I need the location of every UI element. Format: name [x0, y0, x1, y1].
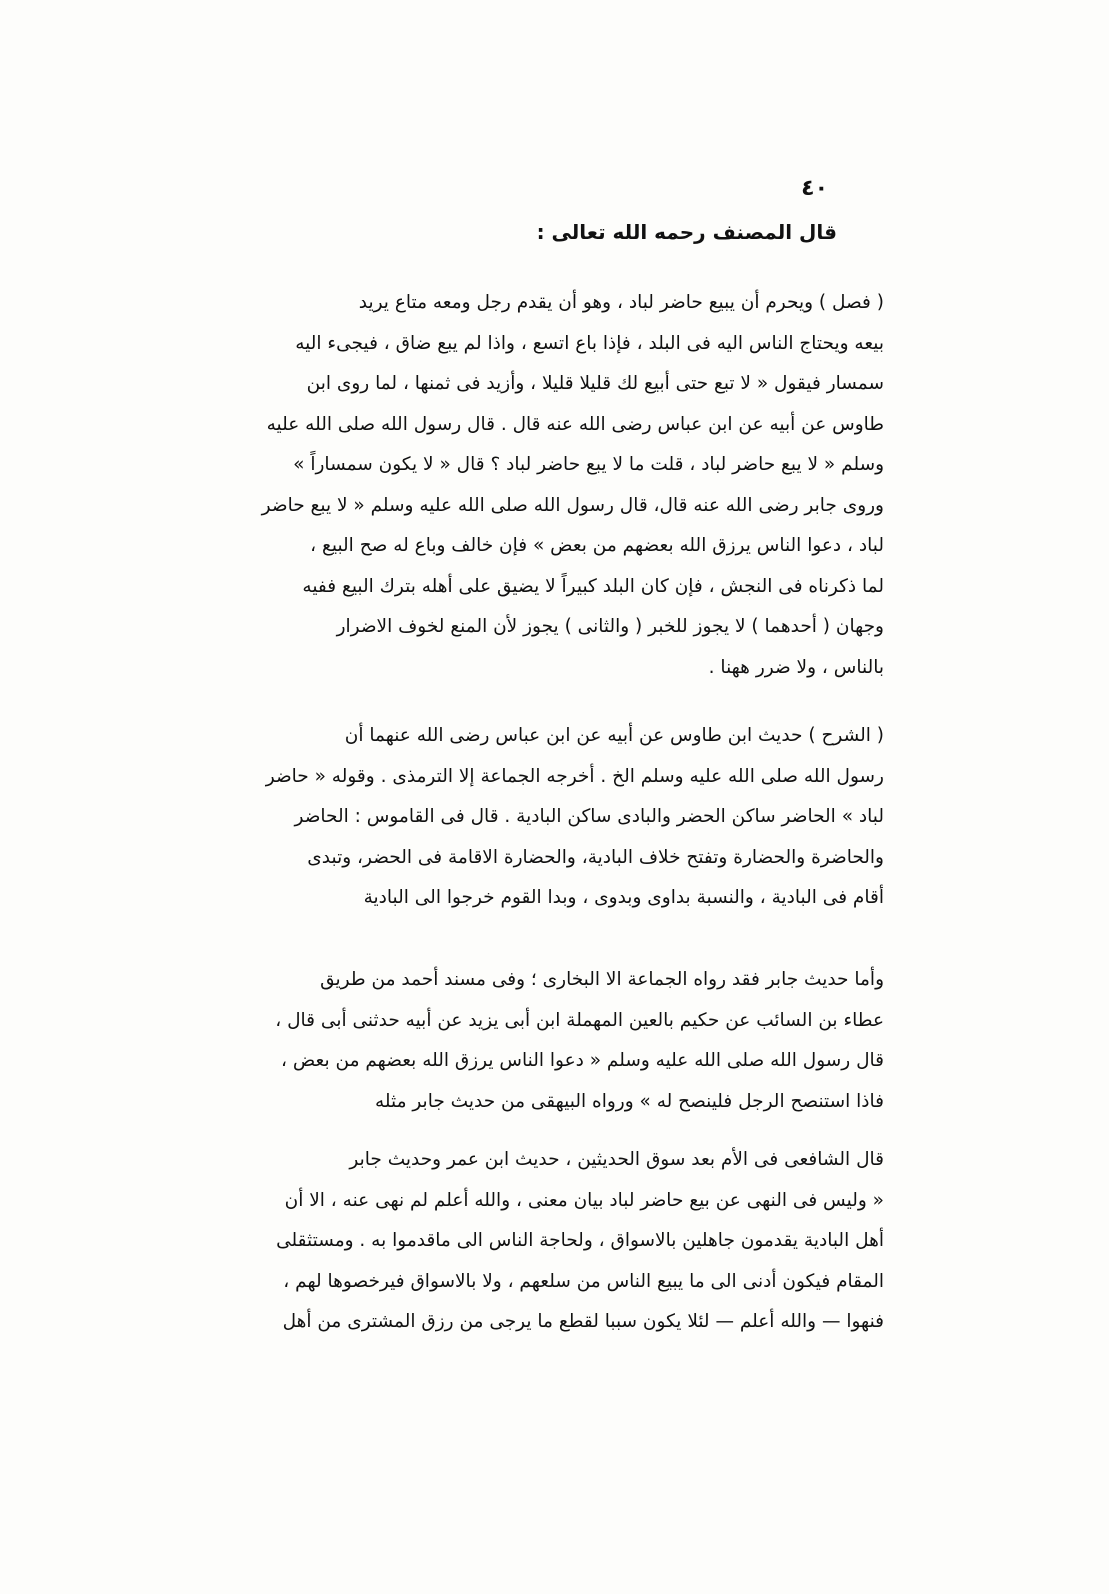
text-line: قال رسول الله صلى الله عليه وسلم « دعوا الناس يرزق الله بعضهم من بعض ، — [281, 1050, 884, 1071]
text-line: لما ذكرناه فى النجش ، فإن كان البلد كبيراً لا يضيق على أهله بترك البيع ففيه — [302, 575, 884, 597]
text-line: « وليس فى النهى عن بيع حاضر لباد بيان معنى ، والله أعلم لم نهى عنه ، الا أن — [284, 1189, 884, 1211]
text-line: ( الشرح ) حديث ابن طاوس عن أبيه عن ابن عباس رضى الله عنهما أن — [344, 725, 884, 746]
text-line: قال الشافعى فى الأم بعد سوق الحديثين ، حديث ابن عمر وحديث جابر — [349, 1149, 884, 1170]
jabir-paragraph — [172, 960, 884, 1122]
text-line: أقام فى البادية ، والنسبة بداوى وبدوى ، وبدا القوم خرجوا الى البادية — [363, 887, 884, 908]
text-line: لباد ، دعوا الناس يرزق الله بعضهم من بعض » فإن خالف وباع له صح البيع ، — [310, 535, 884, 556]
section-heading: قال المصنف رحمه الله تعالى : — [536, 220, 837, 244]
text-line: المقام فيكون أدنى الى ما يبيع الناس من سلعهم ، ولا بالاسواق فيرخصوها لهم ، — [283, 1270, 884, 1292]
shafii-paragraph — [172, 1140, 884, 1343]
text-line: بالناس ، ولا ضرر ههنا . — [708, 656, 884, 678]
text-line: سمسار فيقول « لا تبع حتى أبيع لك قليلا قليلا ، وأزيد فى ثمنها ، لما روى ابن — [306, 373, 884, 394]
text-line: لباد » الحاضر ساكن الحضر والبادى ساكن البادية . قال فى القاموس : الحاضر — [294, 806, 884, 827]
page-number: ٤٠ — [801, 176, 828, 201]
sharh-paragraph — [172, 716, 884, 919]
text-line: رسول الله صلى الله عليه وسلم الخ . أخرجه الجماعة إلا الترمذى . وقوله « حاضر — [265, 765, 884, 787]
text-line: بيعه ويحتاج الناس اليه فى البلد ، فإذا باع اتسع ، واذا لم يبع ضاق ، فيجىء اليه — [295, 332, 884, 354]
text-line: عطاء بن السائب عن حكيم بالعين المهملة ابن أبى يزيد عن أبيه حدثنى أبى قال ، — [275, 1009, 884, 1031]
text-line: أهل البادية يقدمون جاهلين بالاسواق ، ولحاجة الناس الى ماقدموا به . ومستثقلى — [276, 1230, 884, 1251]
text-line: وسلم « لا يبع حاضر لباد ، قلت ما لا يبع حاضر لباد ؟ قال « لا يكون سمساراً » — [293, 454, 884, 475]
text-line: طاوس عن أبيه عن ابن عباس رضى الله عنه قال . قال رسول الله صلى الله عليه — [266, 413, 884, 435]
text-line: وجهان ( أحدهما ) لا يجوز للخبر ( والثانى ) يجوز لأن المنع لخوف الاضرار — [336, 616, 884, 637]
text-line: فاذا استنصح الرجل فلينصح له » ورواه البيهقى من حديث جابر مثله — [374, 1090, 884, 1112]
text-line: وأما حديث جابر فقد رواه الجماعة الا البخارى ؛ وفى مسند أحمد من طريق — [320, 969, 884, 990]
fasl-paragraph — [172, 283, 884, 688]
text-line: والحاضرة والحضارة وتفتح خلاف البادية، والحضارة الاقامة فى الحضر، وتبدى — [307, 846, 884, 868]
text-line: ( فصل ) ويحرم أن يبيع حاضر لباد ، وهو أن يقدم رجل ومعه متاع يريد — [358, 292, 884, 313]
text-line: فنهوا — والله أعلم — لئلا يكون سببا لقطع ما يرجى من رزق المشترى من أهل — [282, 1311, 884, 1332]
text-line: وروى جابر رضى الله عنه قال، قال رسول الله صلى الله عليه وسلم « لا يبع حاضر — [261, 494, 884, 516]
